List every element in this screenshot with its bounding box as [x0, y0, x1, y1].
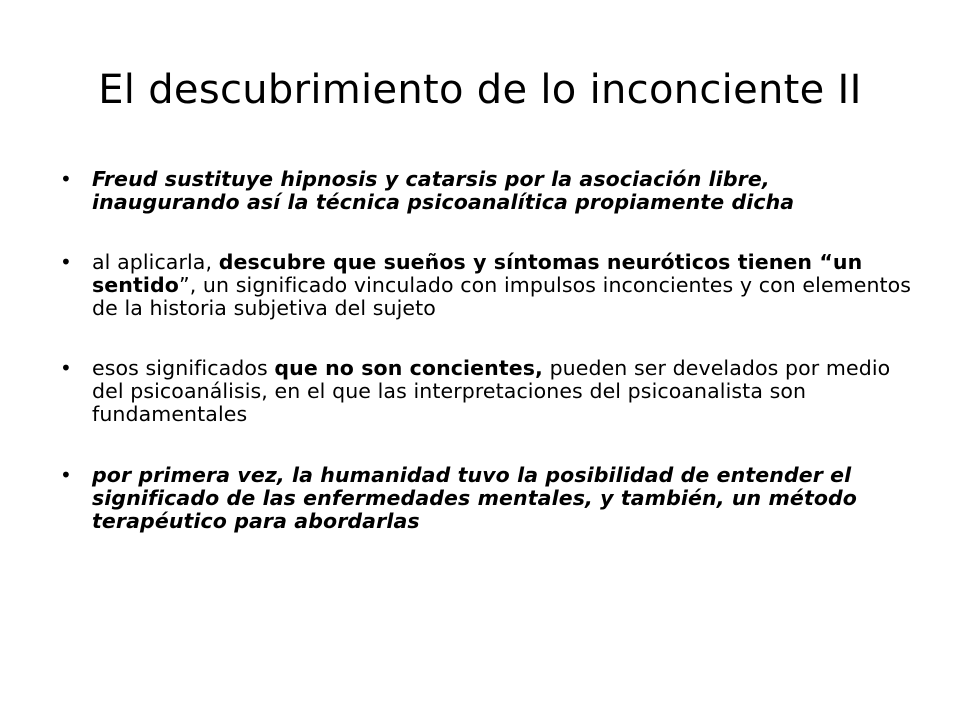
bullet-marker: •	[60, 356, 72, 380]
bullet-item-3	[60, 357, 922, 426]
bullet-item-4	[60, 464, 922, 533]
bullet-text-plain: ”, un significado vinculado con impulsos inconcientes y con elementos de la historia subjetiva del sujeto	[92, 273, 912, 320]
bullet-marker: •	[60, 250, 72, 274]
bullet-text-bold: descubre que sueños y síntomas neuróticos tienen “un sentido	[92, 250, 863, 297]
bullet-marker: •	[60, 463, 72, 487]
bullet-text-bold: que no son concientes,	[274, 356, 543, 380]
slide-title: El descubrimiento de lo inconciente II	[98, 67, 862, 113]
bullet-item-1	[60, 168, 922, 214]
bullet-marker: •	[60, 167, 72, 191]
bullet-text-plain: esos significados	[92, 356, 275, 380]
bullet-text-plain: al aplicarla,	[92, 250, 219, 274]
bullet-text-plain: pueden ser develados por medio del psicoanálisis, en el que las interpretaciones del psicoanalista son fundamentales	[92, 356, 891, 426]
bullet-list	[60, 168, 922, 533]
bullet-text: Freud sustituye hipnosis y catarsis por la asociación libre, inaugurando así la técnica psicoanalítica propiamente dicha	[92, 167, 795, 214]
bullet-item-2	[60, 251, 922, 320]
bullet-text: por primera vez, la humanidad tuvo la posibilidad de entender el significado de las enfermedades mentales, y también, un método terapéutico para abordarlas	[92, 463, 857, 533]
